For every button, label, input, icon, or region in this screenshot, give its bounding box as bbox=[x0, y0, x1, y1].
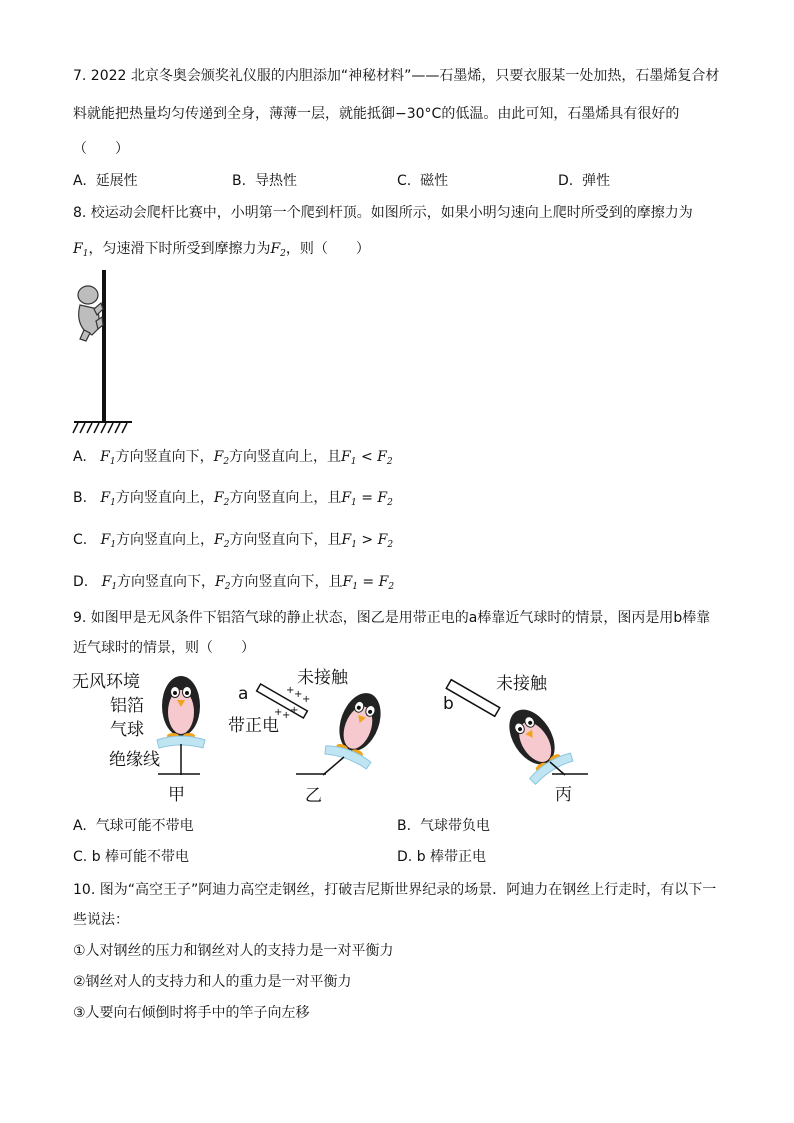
q9-option-b[interactable]: B. 气球带负电 bbox=[397, 818, 490, 834]
q9-option-d[interactable]: D. b 棒带正电 bbox=[397, 849, 487, 865]
label-bing-not-touching: 未接触 bbox=[496, 674, 547, 694]
climber-icon bbox=[78, 286, 103, 341]
label-positive-charge: 带正电 bbox=[228, 716, 279, 736]
label-jia: 甲 bbox=[168, 785, 185, 805]
q7-option-d[interactable]: D. 弹性 bbox=[558, 173, 611, 189]
label-yi-not-touching: 未接触 bbox=[297, 668, 348, 688]
q7-line-1: 7. 2022 北京冬奥会颁奖礼仪服的内胆添加“神秘材料”——石墨烯，只要衣服某一处加热，石墨烯复合材 bbox=[73, 68, 720, 84]
q8-option-b[interactable]: B. $F_1$方向竖直向上，$F_2$方向竖直向上，且$F_1 = F_2$ bbox=[73, 490, 393, 508]
q10-line-2: 些说法： bbox=[73, 912, 129, 928]
q10-line-1: 10. 图为“高空王子”阿迪力高空走钢丝，打破吉尼斯世界纪录的场景．阿迪力在钢丝上行走时，有以下一 bbox=[73, 882, 717, 898]
q10-statement-3: ③人要向右倾倒时将手中的竿子向左移 bbox=[73, 1005, 310, 1021]
q8-option-c[interactable]: C. $F_1$方向竖直向上，$F_2$方向竖直向下，且$F_1 > F_2$ bbox=[73, 532, 394, 550]
svg-text:+: + bbox=[294, 689, 303, 700]
q8-option-d[interactable]: D. $F_1$方向竖直向下，$F_2$方向竖直向下，且$F_1 = F_2$ bbox=[73, 574, 395, 592]
label-rod-a: a bbox=[238, 684, 249, 704]
label-wind-free: 无风环境 bbox=[72, 672, 140, 692]
svg-text:+: + bbox=[290, 705, 299, 716]
label-insulated-wire: 绝缘线 bbox=[109, 750, 160, 770]
q9-option-c[interactable]: C. b 棒可能不带电 bbox=[73, 849, 190, 865]
q8-line-1: 8. 校运动会爬杆比赛中，小明第一个爬到杆顶。如图所示，如果小明匀速向上爬时所受到的摩擦力为 bbox=[73, 205, 693, 221]
svg-text:+: + bbox=[286, 685, 295, 696]
svg-text:+: + bbox=[282, 710, 291, 721]
label-yi: 乙 bbox=[305, 786, 322, 806]
label-bing: 丙 bbox=[555, 785, 572, 805]
svg-text:+: + bbox=[302, 694, 311, 705]
svg-text:+: + bbox=[274, 707, 283, 718]
label-balloon: 气球 bbox=[110, 720, 144, 740]
balloon-jia-icon bbox=[157, 676, 205, 748]
q7-option-c[interactable]: C. 磁性 bbox=[397, 173, 449, 189]
rod-b bbox=[446, 680, 499, 717]
q9-line-1: 9. 如图甲是无风条件下铝箔气球的静止状态，图乙是用带正电的a棒靠近气球时的情景，图丙是用b棒靠 bbox=[73, 610, 711, 626]
q7-blank: （ ） bbox=[73, 141, 129, 157]
q9-option-a[interactable]: A. 气球可能不带电 bbox=[73, 818, 194, 834]
q9-line-2: 近气球时的情景，则（ ） bbox=[73, 640, 255, 656]
q10-statement-1: ①人对钢丝的压力和钢丝对人的支持力是一对平衡力 bbox=[73, 943, 394, 959]
q7-option-a[interactable]: A. 延展性 bbox=[73, 173, 138, 189]
pole-climbing-figure bbox=[70, 265, 140, 440]
label-foil: 铝箔 bbox=[110, 696, 144, 716]
q7-line-2: 料就能把热量均匀传递到全身，薄薄一层，就能抵御−30°C的低温。由此可知，石墨烯具有很好的 bbox=[73, 106, 680, 122]
label-rod-b: b bbox=[443, 694, 454, 714]
balloon-figure bbox=[60, 664, 720, 814]
q8-option-a[interactable]: A. $F_1$方向竖直向下，$F_2$方向竖直向上，且$F_1 < F_2$ bbox=[73, 449, 393, 467]
q8-line-2: $F_1$，匀速滑下时所受到摩擦力为$F_2$，则（ ） bbox=[73, 241, 370, 259]
balloon-yi-icon bbox=[323, 686, 393, 770]
q10-statement-2: ②钢丝对人的支持力和人的重力是一对平衡力 bbox=[73, 974, 352, 990]
q7-option-b[interactable]: B. 导热性 bbox=[232, 173, 297, 189]
